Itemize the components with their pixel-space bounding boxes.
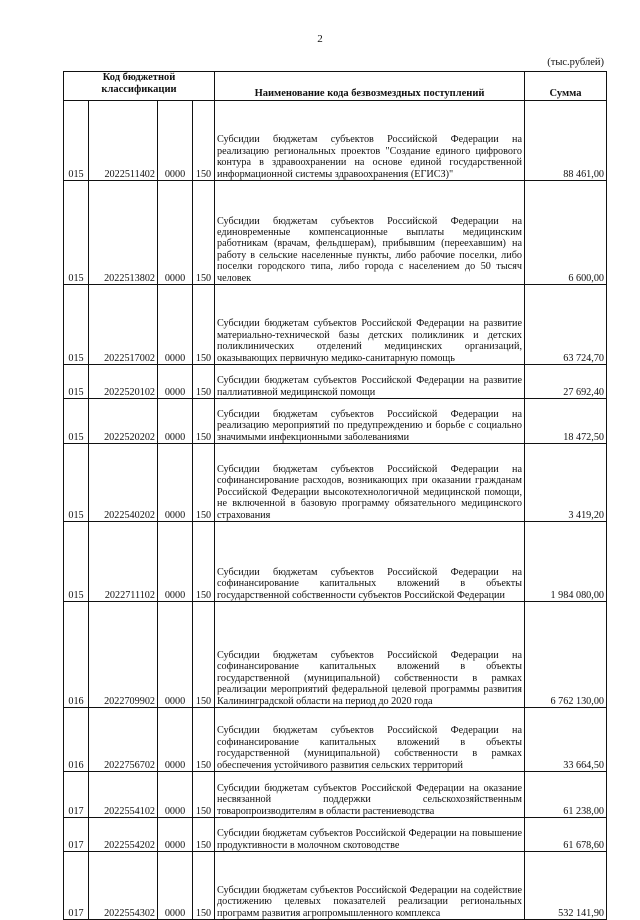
- admin-code-cell: 016: [64, 708, 89, 772]
- kosgu-code-cell: 150: [193, 708, 215, 772]
- kosgu-code-cell: 150: [193, 602, 215, 708]
- table-row: [64, 365, 607, 399]
- subprogram-code-cell: 0000: [158, 365, 193, 399]
- description-cell: Субсидии бюджетам субъектов Российской Федерации на развитие материально-технической базы детских поликлиник и детских поликлинических отделений медицинских организаций, оказывающих первичную медико-санитарную помощь: [215, 285, 525, 365]
- kosgu-code-cell: 150: [193, 399, 215, 444]
- page-number: 2: [317, 33, 323, 45]
- admin-code-cell: 017: [64, 852, 89, 920]
- table-row: [64, 852, 607, 920]
- subprogram-code-cell: 0000: [158, 818, 193, 852]
- amount-cell: 33 664,50: [525, 708, 607, 772]
- kosgu-code-cell: 150: [193, 365, 215, 399]
- subprogram-code-cell: 0000: [158, 772, 193, 818]
- table-row: [64, 444, 607, 522]
- kosgu-code-cell: 150: [193, 181, 215, 285]
- table-row: [64, 522, 607, 602]
- amount-cell: 61 678,60: [525, 818, 607, 852]
- subprogram-code-cell: 0000: [158, 522, 193, 602]
- subprogram-code-cell: 0000: [158, 852, 193, 920]
- table-row: [64, 602, 607, 708]
- admin-code-cell: 015: [64, 444, 89, 522]
- table-row: [64, 285, 607, 365]
- description-cell: Субсидии бюджетам субъектов Российской Федерации на реализацию мероприятий по предупреждению и борьбе с социально значимыми инфекционными заболеваниями: [215, 399, 525, 444]
- admin-code-cell: 015: [64, 365, 89, 399]
- amount-cell: 18 472,50: [525, 399, 607, 444]
- kosgu-code-cell: 150: [193, 772, 215, 818]
- table-row: [64, 101, 607, 181]
- budget-code-cell: 2022709902: [89, 602, 158, 708]
- amount-cell: 532 141,90: [525, 852, 607, 920]
- subprogram-code-cell: 0000: [158, 181, 193, 285]
- amount-cell: 6 600,00: [525, 181, 607, 285]
- budget-code-cell: 2022517002: [89, 285, 158, 365]
- admin-code-cell: 015: [64, 181, 89, 285]
- amount-cell: 1 984 080,00: [525, 522, 607, 602]
- header-sum: Сумма: [525, 72, 607, 101]
- budget-code-cell: 2022554102: [89, 772, 158, 818]
- kosgu-code-cell: 150: [193, 818, 215, 852]
- table-row: [64, 818, 607, 852]
- budget-code-cell: 2022540202: [89, 444, 158, 522]
- description-cell: Субсидии бюджетам субъектов Российской Федерации на содействие достижению целевых показателей реализации региональных программ развития агропромышленного комплекса: [215, 852, 525, 920]
- subprogram-code-cell: 0000: [158, 101, 193, 181]
- budget-code-cell: 2022554302: [89, 852, 158, 920]
- subprogram-code-cell: 0000: [158, 285, 193, 365]
- description-cell: Субсидии бюджетам субъектов Российской Федерации на софинансирование капитальных вложений в объекты государственной (муниципальной) собственности в рамках реализации мероприятий федеральной целевой программы развития Калининградской области на период до 2020 года: [215, 602, 525, 708]
- kosgu-code-cell: 150: [193, 522, 215, 602]
- amount-cell: 27 692,40: [525, 365, 607, 399]
- budget-code-cell: 2022554202: [89, 818, 158, 852]
- budget-code-cell: 2022513802: [89, 181, 158, 285]
- admin-code-cell: 015: [64, 285, 89, 365]
- amount-cell: 88 461,00: [525, 101, 607, 181]
- description-cell: Субсидии бюджетам субъектов Российской Федерации на оказание несвязанной поддержки сельскохозяйственным товаропроизводителям в области растениеводства: [215, 772, 525, 818]
- admin-code-cell: 016: [64, 602, 89, 708]
- table-body: [64, 101, 607, 920]
- budget-code-cell: 2022511402: [89, 101, 158, 181]
- budget-code-cell: 2022520202: [89, 399, 158, 444]
- amount-cell: 61 238,00: [525, 772, 607, 818]
- amount-cell: 6 762 130,00: [525, 602, 607, 708]
- budget-table: [63, 71, 607, 920]
- description-cell: Субсидии бюджетам субъектов Российской Федерации на повышение продуктивности в молочном скотоводстве: [215, 818, 525, 852]
- subprogram-code-cell: 0000: [158, 399, 193, 444]
- subprogram-code-cell: 0000: [158, 708, 193, 772]
- budget-code-cell: 2022711102: [89, 522, 158, 602]
- units-label: (тыс.рублей): [547, 57, 604, 68]
- kosgu-code-cell: 150: [193, 444, 215, 522]
- subprogram-code-cell: 0000: [158, 444, 193, 522]
- amount-cell: 63 724,70: [525, 285, 607, 365]
- header-code: Код бюджетной классификации: [64, 72, 215, 101]
- description-cell: Субсидии бюджетам субъектов Российской Федерации на софинансирование капитальных вложений в объекты государственной собственности субъектов Российской Федерации: [215, 522, 525, 602]
- description-cell: Субсидии бюджетам субъектов Российской Федерации на единовременные компенсационные выплаты медицинским работникам (врачам, фельдшерам), прибывшим (переехавшим) на работу в сельские населенные пункты, либо рабочие поселки, либо поселки городского типа, либо города с населением до 50 тысяч человек: [215, 181, 525, 285]
- table-row: [64, 399, 607, 444]
- table-row: [64, 772, 607, 818]
- admin-code-cell: 015: [64, 522, 89, 602]
- kosgu-code-cell: 150: [193, 852, 215, 920]
- table-row: [64, 181, 607, 285]
- subprogram-code-cell: 0000: [158, 602, 193, 708]
- kosgu-code-cell: 150: [193, 101, 215, 181]
- admin-code-cell: 017: [64, 772, 89, 818]
- table-row: [64, 708, 607, 772]
- description-cell: Субсидии бюджетам субъектов Российской Федерации на развитие паллиативной медицинской помощи: [215, 365, 525, 399]
- header-name: Наименование кода безвозмездных поступлений: [215, 72, 525, 101]
- admin-code-cell: 017: [64, 818, 89, 852]
- budget-code-cell: 2022756702: [89, 708, 158, 772]
- amount-cell: 3 419,20: [525, 444, 607, 522]
- admin-code-cell: 015: [64, 101, 89, 181]
- description-cell: Субсидии бюджетам субъектов Российской Федерации на софинансирование капитальных вложений в объекты государственной (муниципальной) собственности в рамках обеспечения устойчивого развития сельских территорий: [215, 708, 525, 772]
- kosgu-code-cell: 150: [193, 285, 215, 365]
- admin-code-cell: 015: [64, 399, 89, 444]
- description-cell: Субсидии бюджетам субъектов Российской Федерации на софинансирование расходов, возникающих при оказании гражданам Российской Федерации высокотехнологичной медицинской помощи, не включенной в базовую программу обязательного медицинского страхования: [215, 444, 525, 522]
- description-cell: Субсидии бюджетам субъектов Российской Федерации на реализацию региональных проектов "Создание единого цифрового контура в здравоохранении на основе единой государственной информационной системы здравоохранения (ЕГИСЗ)": [215, 101, 525, 181]
- budget-code-cell: 2022520102: [89, 365, 158, 399]
